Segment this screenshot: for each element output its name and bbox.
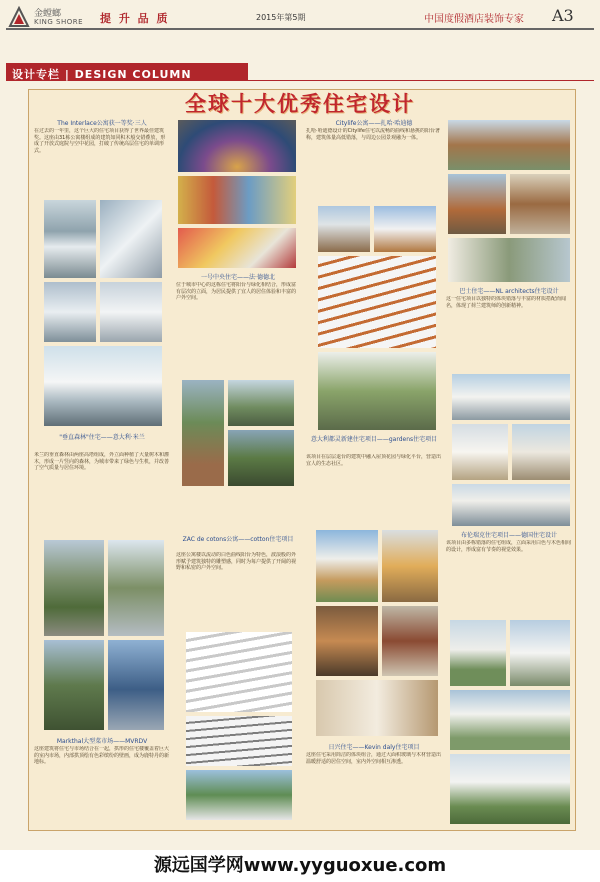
photo-mad-3 bbox=[450, 690, 570, 750]
photo-cotton-3 bbox=[186, 770, 292, 820]
issue-number: 2015年第5期 bbox=[256, 13, 306, 22]
photo-markthal-1 bbox=[178, 120, 296, 172]
photo-cotton-2 bbox=[186, 716, 292, 766]
photo-braunschweig-3 bbox=[512, 424, 570, 480]
slogan: 提 升 品 质 bbox=[100, 12, 170, 25]
article-heading: 意大利都灵新建住宅项目——gardens住宅项目 bbox=[310, 436, 438, 443]
photo-cotton-1 bbox=[186, 632, 292, 712]
tagline: 中国度假酒店装饰专家 bbox=[424, 14, 524, 25]
article-body: 这一住宅项目以独特的体块错落与丰富的材质搭配而闻名，体现了荷兰建筑师的创新精神。 bbox=[446, 296, 567, 309]
column-banner bbox=[6, 63, 248, 81]
photo-markthal-2 bbox=[178, 176, 296, 224]
photo-vertical-forest-3 bbox=[44, 640, 104, 730]
article-body: 米兰的垂直森林由两座高塔组成，外立面种植了大量树木和灌木，形成一片竖向的森林，为城市带来了绿色与生机，并改善了空气质量与居住环境。 bbox=[34, 452, 170, 472]
article-body: 位于城市中心的这栋住宅将阳台与绿化相结合，形成富有层次的立面，为居民提供了宜人的居住体验和丰富的户外空间。 bbox=[176, 282, 297, 302]
photo-interlace-3 bbox=[44, 282, 96, 342]
photo-nl-1 bbox=[448, 120, 570, 170]
article-body: 该项目在层层退台的建筑中融入屋顶花园与绿化平台，营造出宜人的生态社区。 bbox=[306, 454, 442, 467]
photo-interlace-2 bbox=[100, 200, 162, 278]
page-number: A3 bbox=[552, 6, 574, 25]
footer-text: 源远国学网www.yyguoxue.com bbox=[153, 855, 447, 876]
article-heading: 布伦瑞克住宅项目——德国住宅设计 bbox=[460, 532, 557, 539]
photo-citylife-1 bbox=[318, 206, 370, 252]
photo-markthal-3 bbox=[178, 228, 296, 268]
photo-mad-4 bbox=[450, 754, 570, 824]
logo-icon bbox=[8, 6, 30, 28]
article-heading: ZAC de cotons公寓——cotton住宅项目 bbox=[182, 536, 294, 543]
header-rule bbox=[6, 28, 594, 30]
brand-name: 金螳螂 bbox=[34, 9, 62, 19]
article-heading: The Interlace公寓获一等奖·三人 bbox=[57, 120, 147, 127]
photo-gardens-1 bbox=[316, 530, 378, 602]
photo-mad-1 bbox=[450, 620, 506, 686]
photo-central-park-1 bbox=[182, 380, 224, 486]
column-rule bbox=[248, 80, 594, 81]
article-heading: Citylife公寓——扎哈·哈迪德 bbox=[335, 120, 413, 127]
photo-citylife-3 bbox=[318, 256, 436, 348]
article-heading: Markthal大型菜市场——MVRDV bbox=[56, 738, 148, 745]
article-body: 这座住宅采用简洁的体块组合，通过大面积玻璃与木材营造出温暖舒适的居住空间，室内外空间相互渗透。 bbox=[306, 752, 442, 765]
photo-interlace-1 bbox=[44, 200, 96, 278]
photo-braunschweig-2 bbox=[452, 424, 508, 480]
photo-gardens-4 bbox=[382, 606, 438, 676]
article-heading: 巴士住宅——NL architects住宅设计 bbox=[459, 288, 559, 295]
article-heading: 一号中央住宅——法·德德北 bbox=[201, 274, 275, 281]
photo-central-park-3 bbox=[228, 430, 294, 486]
footer-watermark bbox=[0, 850, 600, 882]
article-body: 这座建筑将住宅与市场结合在一起，拱形的住宅楼覆盖着巨大的室内市场，内部拱顶绘有色彩缤纷的壁画，成为鹿特丹的新地标。 bbox=[34, 746, 170, 766]
photo-central-park-2 bbox=[228, 380, 294, 426]
photo-mad-2 bbox=[510, 620, 570, 686]
photo-gardens-3 bbox=[316, 606, 378, 676]
article-body: 该项目由多栋错落的住宅组成，立面采用白色与木色相间的设计，形成富有节奏的视觉效果。 bbox=[446, 540, 572, 553]
photo-vertical-forest-2 bbox=[108, 540, 164, 636]
photo-nl-2 bbox=[448, 174, 506, 234]
photo-braunschweig-4 bbox=[452, 484, 570, 526]
article-heading: 日兴住宅——Kevin daly住宅项目 bbox=[328, 744, 420, 751]
photo-daly-interior bbox=[316, 680, 438, 736]
photo-nl-3 bbox=[510, 174, 570, 234]
article-body: 在过去的一年里，这个巨大的住宅项目获得了世界最佳建筑奖。这座由31栋公寓楼组成的建筑如同积木般交错叠放，形成了开放式庭院与空中花园，打破了传统高层住宅的单调形式。 bbox=[34, 128, 166, 154]
photo-citylife-4 bbox=[318, 352, 436, 430]
photo-vertical-forest-4 bbox=[108, 640, 164, 730]
page-title: 全球十大优秀住宅设计 bbox=[185, 91, 415, 116]
photo-gardens-2 bbox=[382, 530, 438, 602]
article-body: 这座公寓楼以流动的白色曲线阳台为特色，波浪般的外形赋予建筑独特的雕塑感，同时为每户提供了开阔的视野和私密的户外空间。 bbox=[176, 552, 297, 572]
photo-interlace-4 bbox=[100, 282, 162, 342]
column-title: 设计专栏 | DESIGN COLUMN bbox=[12, 68, 192, 81]
brand-name-en: KING SHORE bbox=[34, 18, 84, 26]
photo-citylife-2 bbox=[374, 206, 436, 252]
photo-nl-4 bbox=[448, 238, 570, 282]
photo-vertical-forest-1 bbox=[44, 540, 104, 636]
article-body: 扎哈·哈迪德设计的Citylife住宅以流畅的曲线和悬挑的阳台著称，建筑体量高低错落，与周边公园景观融为一体。 bbox=[306, 128, 441, 141]
article-heading: "垂直森林"住宅——意大利·米兰 bbox=[59, 434, 145, 441]
photo-interlace-5 bbox=[44, 346, 162, 426]
photo-braunschweig-1 bbox=[452, 374, 570, 420]
